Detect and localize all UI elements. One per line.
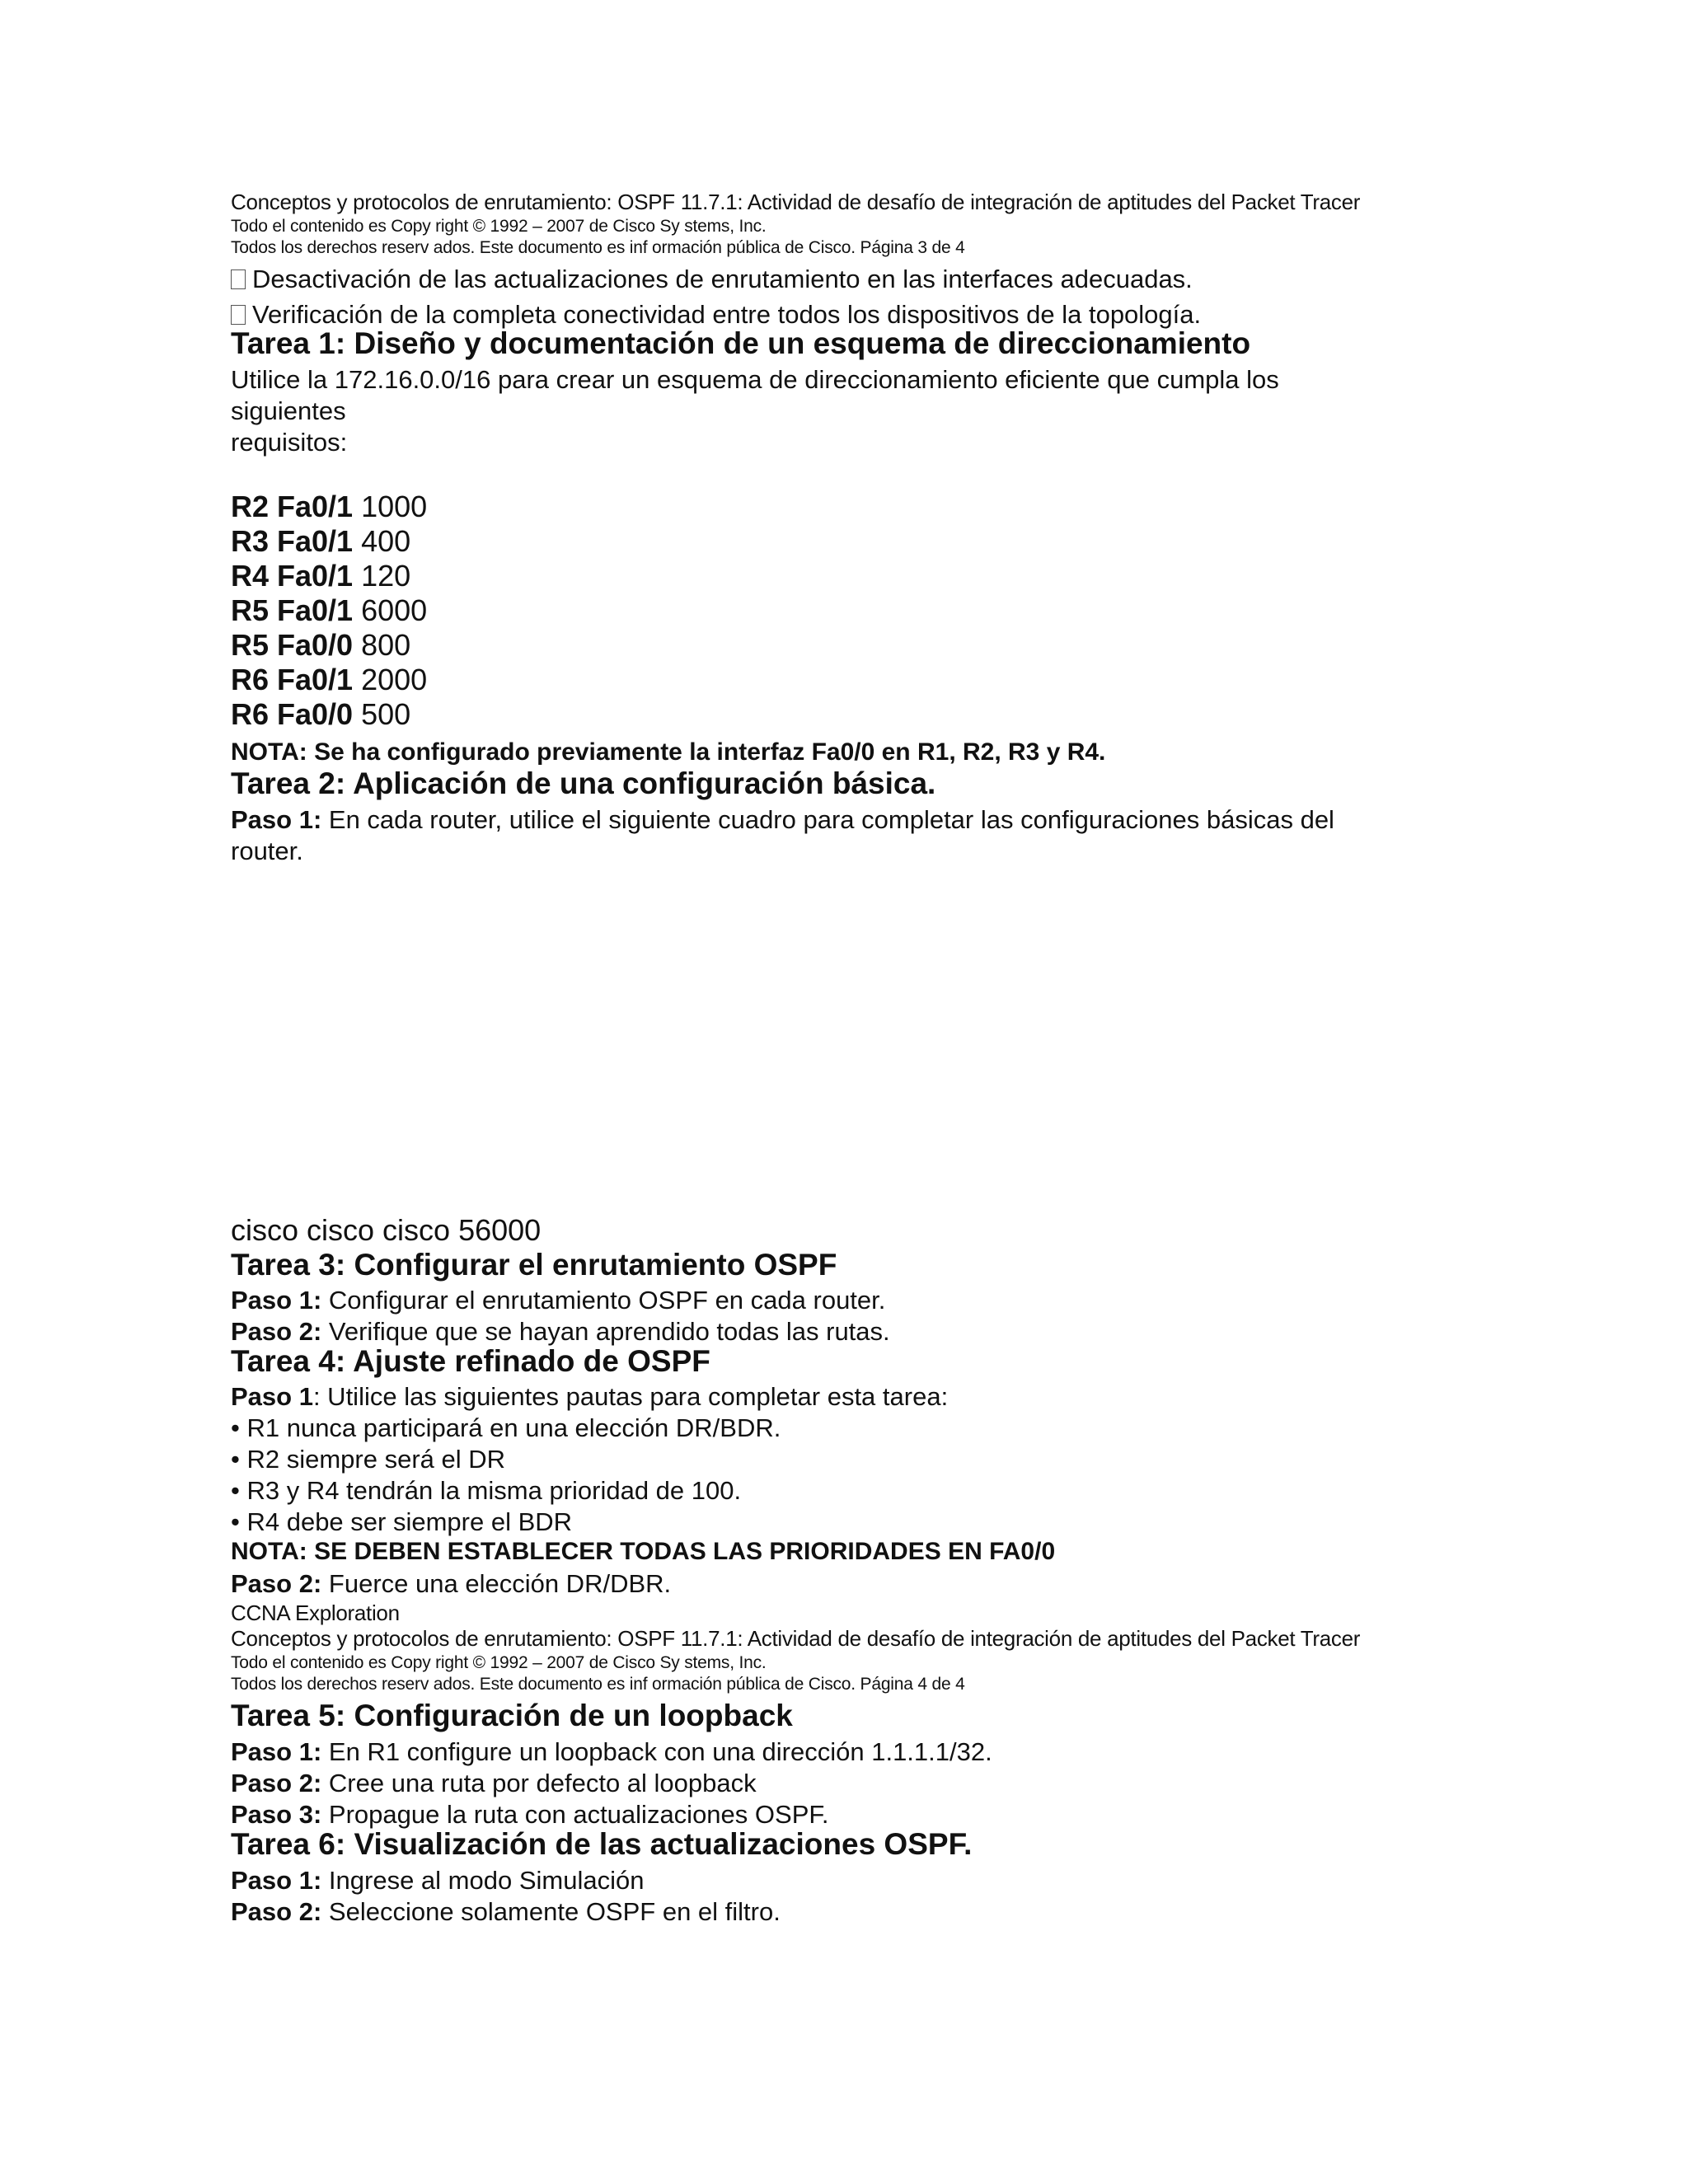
interface-name: R6 Fa0/1 bbox=[231, 663, 354, 696]
step-text: En R1 configure un loopback con una dirección 1.1.1.1/32. bbox=[328, 1737, 992, 1766]
page-header-course: CCNA Exploration bbox=[231, 1601, 400, 1625]
page-header-title: Conceptos y protocolos de enrutamiento: OSPF 11.7.1: Actividad de desafío de integración de aptitudes del Packet Tracer bbox=[231, 1626, 1361, 1651]
host-count: 6000 bbox=[361, 593, 428, 627]
list-item: • R3 y R4 tendrán la misma prioridad de 100. bbox=[231, 1476, 742, 1505]
page-header-copyright: Todo el contenido es Copy right © 1992 – 2007 de Cisco Sy stems, Inc. bbox=[231, 217, 767, 236]
checkbox-glyph-icon bbox=[231, 305, 246, 325]
interface-name: R5 Fa0/0 bbox=[231, 628, 354, 662]
step-text: Configurar el enrutamiento OSPF en cada router. bbox=[328, 1286, 886, 1315]
host-count: 400 bbox=[361, 524, 411, 558]
step-text: En cada router, utilice el siguiente cuadro para completar las configuraciones básicas del bbox=[328, 805, 1334, 834]
page-header-rights: Todos los derechos reserv ados. Este documento es inf ormación pública de Cisco. Página 4 de 4 bbox=[231, 1675, 965, 1694]
step-label: Paso 1: bbox=[231, 1737, 322, 1766]
step-label: Paso 2: bbox=[231, 1897, 322, 1926]
interface-name: R2 Fa0/1 bbox=[231, 490, 354, 523]
bullet-item bbox=[231, 266, 1193, 292]
section-heading-tarea2: Tarea 2: Aplicación de una configuración básica. bbox=[231, 766, 936, 800]
paragraph: requisitos: bbox=[231, 428, 348, 457]
host-count: 1000 bbox=[361, 490, 428, 523]
paragraph: Utilice la 172.16.0.0/16 para crear un esquema de direccionamiento eficiente que cumpla los bbox=[231, 365, 1279, 394]
step-line bbox=[231, 1802, 828, 1827]
step-label: Paso 1: bbox=[231, 1286, 322, 1315]
list-item: • R2 siempre será el DR bbox=[231, 1445, 506, 1474]
interface-name: R5 Fa0/1 bbox=[231, 593, 354, 627]
list-item: • R4 debe ser siempre el BDR bbox=[231, 1507, 573, 1536]
page-header-rights: Todos los derechos reserv ados. Este documento es inf ormación pública de Cisco. Página 3 de 4 bbox=[231, 238, 965, 257]
bullet-text: Desactivación de las actualizaciones de enrutamiento en las interfaces adecuadas. bbox=[252, 265, 1193, 293]
step-line bbox=[231, 807, 1334, 832]
host-count: 800 bbox=[361, 628, 411, 662]
checkbox-glyph-icon bbox=[231, 269, 246, 289]
step-line bbox=[231, 1287, 885, 1313]
table-text: cisco cisco cisco 56000 bbox=[231, 1213, 542, 1247]
paragraph: siguientes bbox=[231, 396, 346, 425]
step-label: Paso 1: bbox=[231, 1866, 322, 1895]
requirement-row bbox=[231, 524, 411, 558]
list-item: • R1 nunca participará en una elección DR/BDR. bbox=[231, 1413, 781, 1442]
step-line bbox=[231, 1571, 671, 1596]
interface-name: R3 Fa0/1 bbox=[231, 524, 354, 558]
step-text: Ingrese al modo Simulación bbox=[328, 1866, 645, 1895]
step-line bbox=[231, 1899, 781, 1924]
step-text: Fuerce una elección DR/DBR. bbox=[328, 1569, 672, 1598]
page-header-copyright: Todo el contenido es Copy right © 1992 – 2007 de Cisco Sy stems, Inc. bbox=[231, 1653, 767, 1672]
step-label: Paso 3: bbox=[231, 1800, 322, 1829]
step-text: : Utilice las siguientes pautas para completar esta tarea: bbox=[312, 1382, 949, 1411]
step-text: Verifique que se hayan aprendido todas las rutas. bbox=[328, 1317, 890, 1346]
requirement-row bbox=[231, 492, 427, 522]
step-line bbox=[231, 1770, 757, 1796]
note-text: NOTA: Se ha configurado previamente la interfaz Fa0/0 en R1, R2, R3 y R4. bbox=[231, 738, 1106, 766]
host-count: 500 bbox=[361, 697, 411, 731]
step-label: Paso 1: bbox=[231, 805, 322, 834]
requirement-row bbox=[231, 630, 410, 660]
step-label: Paso 2: bbox=[231, 1317, 322, 1346]
interface-name: R4 Fa0/1 bbox=[231, 559, 354, 593]
requirement-row bbox=[231, 593, 428, 627]
section-heading-tarea3: Tarea 3: Configurar el enrutamiento OSPF bbox=[231, 1248, 837, 1282]
requirement-row bbox=[231, 561, 410, 591]
page-header-title: Conceptos y protocolos de enrutamiento: OSPF 11.7.1: Actividad de desafío de integración de aptitudes del Packet Tracer bbox=[231, 190, 1361, 214]
step-line bbox=[231, 1319, 890, 1344]
note-text: NOTA: SE DEBEN ESTABLECER TODAS LAS PRIORIDADES EN FA0/0 bbox=[231, 1538, 1056, 1565]
host-count: 120 bbox=[361, 559, 411, 593]
step-line bbox=[231, 1868, 644, 1893]
step-text: Seleccione solamente OSPF en el filtro. bbox=[328, 1897, 781, 1926]
requirement-row bbox=[231, 697, 411, 731]
step-label: Paso 2: bbox=[231, 1769, 322, 1797]
paragraph: router. bbox=[231, 837, 303, 865]
requirement-row bbox=[231, 665, 427, 695]
step-line bbox=[231, 1384, 948, 1409]
section-heading-tarea6: Tarea 6: Visualización de las actualizaciones OSPF. bbox=[231, 1827, 973, 1861]
interface-name: R6 Fa0/0 bbox=[231, 697, 354, 731]
section-heading-tarea1: Tarea 1: Diseño y documentación de un esquema de direccionamiento bbox=[231, 326, 1251, 360]
bullet-text: Verificación de la completa conectividad entre todos los dispositivos de la topología. bbox=[252, 300, 1202, 329]
step-text: Cree una ruta por defecto al loopback bbox=[328, 1769, 757, 1797]
step-label: Paso 2: bbox=[231, 1569, 322, 1598]
section-heading-tarea4: Tarea 4: Ajuste refinado de OSPF bbox=[231, 1344, 710, 1378]
section-heading-tarea5: Tarea 5: Configuración de un loopback bbox=[231, 1699, 793, 1732]
bullet-item bbox=[231, 302, 1201, 327]
host-count: 2000 bbox=[361, 663, 428, 696]
step-line bbox=[231, 1739, 992, 1765]
step-text: Propague la ruta con actualizaciones OSPF. bbox=[328, 1800, 829, 1829]
step-label: Paso 1 bbox=[231, 1382, 313, 1411]
